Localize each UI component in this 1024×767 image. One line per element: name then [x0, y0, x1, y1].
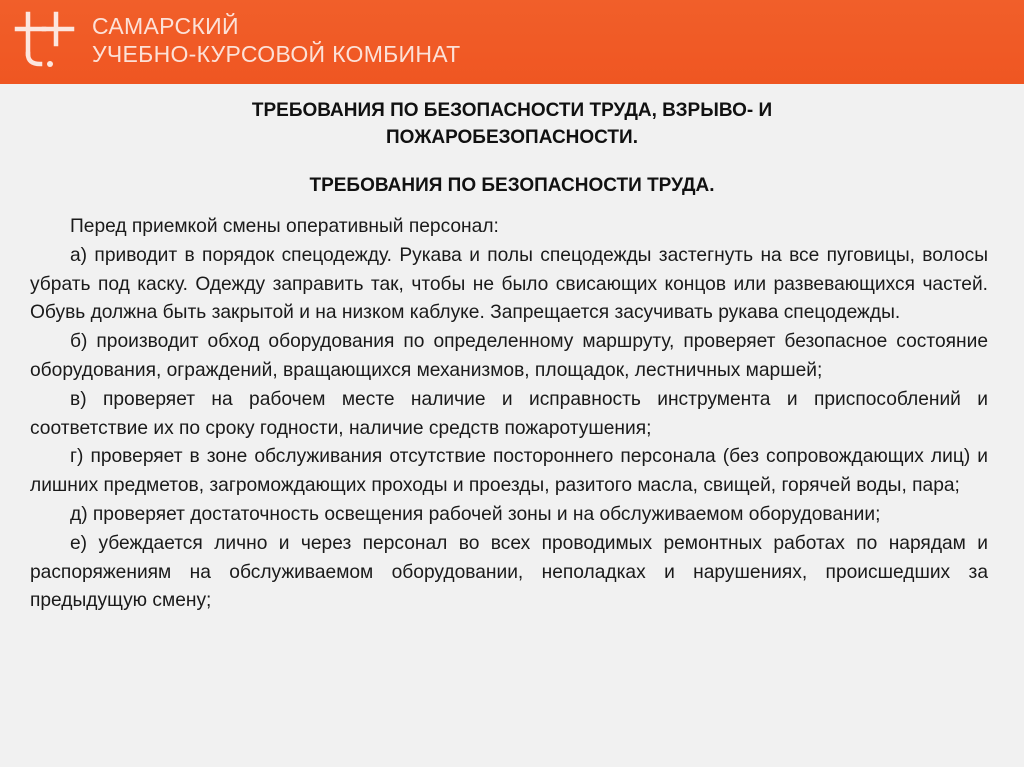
body-text — [30, 213, 988, 616]
intro-paragraph: Перед приемкой смены оперативный персонал: — [70, 216, 499, 237]
list-item: б) производит обход оборудования по определенному маршруту, проверяет безопасное состояние оборудования, ограждений, вращающихся механизмов, площадок, лестничных маршей; — [30, 331, 988, 381]
page-title-line-2: ПОЖАРОБЕЗОПАСНОСТИ. — [386, 127, 638, 148]
list-item: а) приводит в порядок спецодежду. Рукава и полы спецодежды застегнуть на все пуговицы, волосы убрать под каску. Одежду заправить так, чтобы не было свисающих концов или развевающихся частей. Обувь должна быть закрытой и на низком каблуке. Запрещается засучивать рукава спецодежды. — [30, 244, 988, 324]
section-heading: ТРЕБОВАНИЯ ПО БЕЗОПАСНОСТИ ТРУДА. — [309, 175, 715, 196]
list-item: в) проверяет на рабочем месте наличие и исправность инструмента и приспособлений и соответствие их по сроку годности, наличие средств пожаротушения; — [30, 388, 988, 439]
brand-name — [92, 12, 460, 68]
page-title — [150, 97, 874, 151]
brand-line-1: САМАРСКИЙ — [92, 13, 239, 39]
list-item: д) проверяет достаточность освещения рабочей зоны и на обслуживаемом оборудовании; — [70, 503, 881, 525]
tt-logo-icon — [14, 10, 80, 70]
header-bar — [0, 0, 1024, 84]
page-title-line-1: ТРЕБОВАНИЯ ПО БЕЗОПАСНОСТИ ТРУДА, ВЗРЫВО- И — [251, 100, 773, 121]
brand-line-2: УЧЕБНО-КУРСОВОЙ КОМБИНАТ — [92, 41, 461, 67]
list-item: е) убеждается лично и через персонал во всех проводимых ремонтных работах по нарядам и распоряжениям на обслуживаемом оборудовании, неполадках и нарушениях, происшедших за предыдущую смену; — [30, 532, 988, 612]
list-item: г) проверяет в зоне обслуживания отсутствие постороннего персонала (без сопровождающих лиц) и лишних предметов, загромождающих проходы и проезды, разитого масла, свищей, горячей воды, пара; — [30, 446, 988, 497]
